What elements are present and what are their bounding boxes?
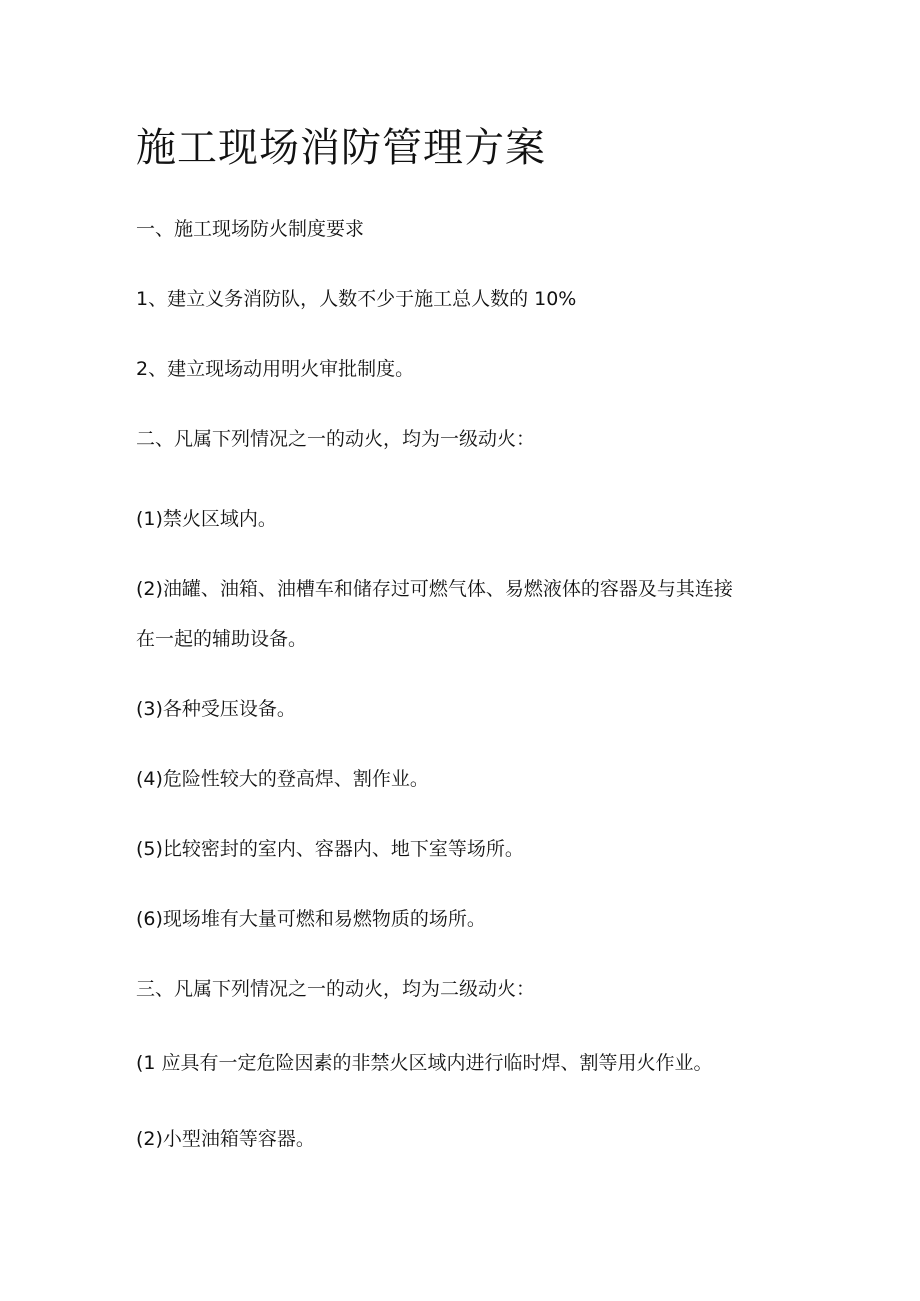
list-item: (3)各种受压设备。 xyxy=(136,698,296,720)
list-item: (6)现场堆有大量可燃和易燃物质的场所。 xyxy=(136,908,486,930)
document-title: 施工现场消防管理方案 xyxy=(136,125,546,171)
paragraph-line: 1、建立义务消防队，人数不少于施工总人数的 10% xyxy=(136,288,577,310)
list-item: (2)油罐、油箱、油槽车和储存过可燃气体、易燃液体的容器及与其连接 xyxy=(136,578,733,600)
list-item: (1)禁火区域内。 xyxy=(136,508,277,530)
paragraph-line: 2、建立现场动用明火审批制度。 xyxy=(136,358,415,380)
section-heading-3: 三、凡属下列情况之一的动火，均为二级动火： xyxy=(136,978,536,1000)
section-heading-1: 一、施工现场防火制度要求 xyxy=(136,218,365,240)
list-item: (4)危险性较大的登高焊、割作业。 xyxy=(136,768,429,790)
list-item: (5)比较密封的室内、容器内、地下室等场所。 xyxy=(136,838,524,860)
list-item: (2)小型油箱等容器。 xyxy=(136,1128,315,1150)
section-heading-2: 二、凡属下列情况之一的动火，均为一级动火： xyxy=(136,428,536,450)
list-item-continuation: 在一起的辅助设备。 xyxy=(136,628,308,650)
list-item: (1 应具有一定危险因素的非禁火区域内进行临时焊、割等用火作业。 xyxy=(136,1052,713,1074)
